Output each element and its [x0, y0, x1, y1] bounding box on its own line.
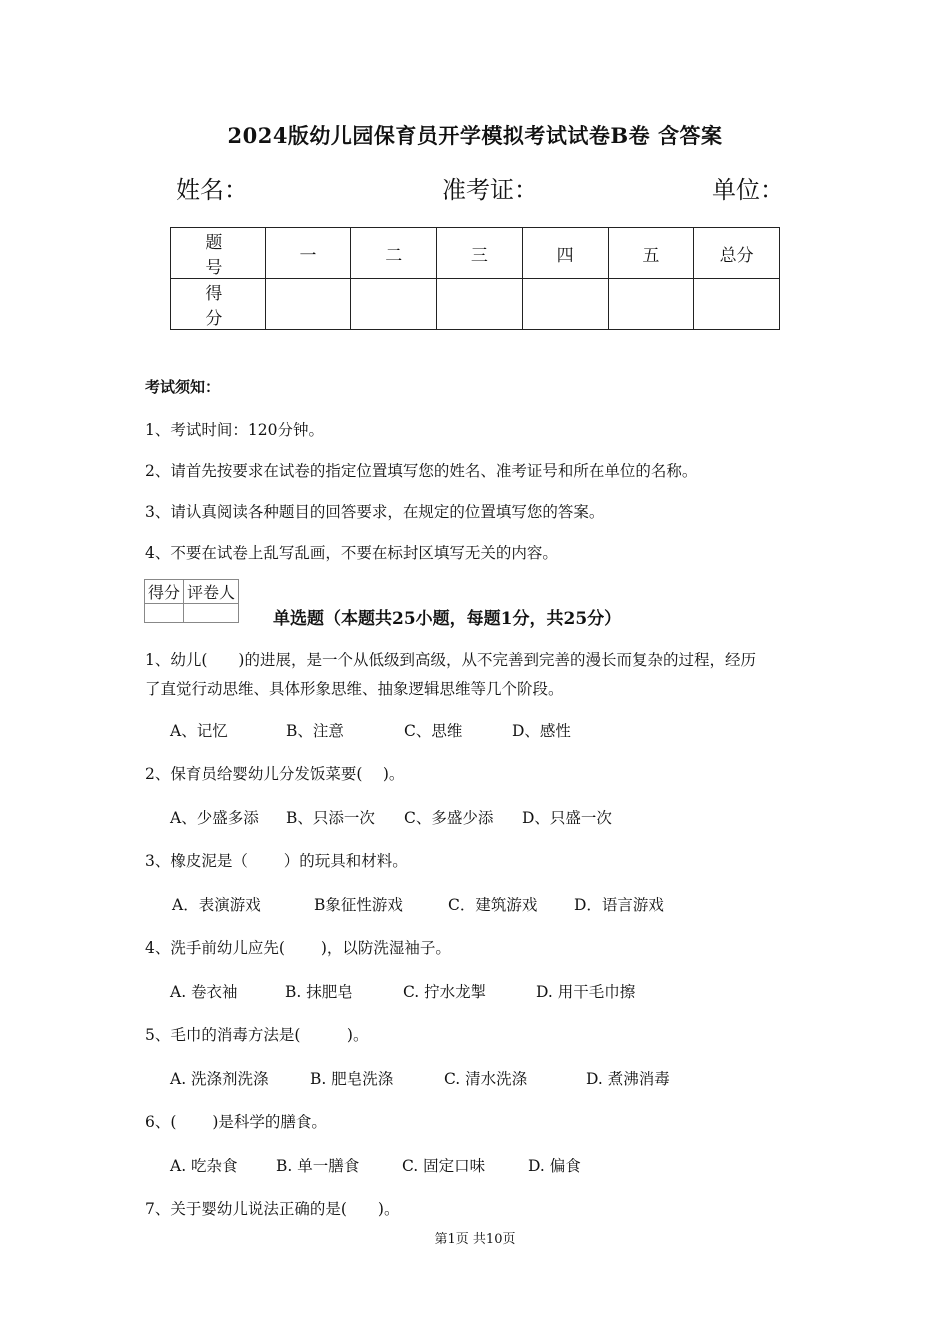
question-options — [170, 1067, 670, 1089]
grader-name-cell[interactable] — [184, 604, 239, 623]
question-stem: 3、橡皮泥是（ ）的玩具和材料。 — [145, 852, 408, 870]
option[interactable]: A．表演游戏 — [172, 896, 261, 914]
question-stem: 1、幼儿( )的进展，是一个从低级到高级，从不完善到完善的漫长而复杂的过程，经历 — [145, 651, 756, 669]
score-table — [170, 227, 780, 330]
option[interactable]: C．建筑游戏 — [448, 896, 538, 914]
section-1-header: 一 — [265, 228, 351, 279]
section-4-header: 四 — [522, 228, 608, 279]
notice-item: 3、请认真阅读各种题目的回答要求，在规定的位置填写您的答案。 — [145, 503, 605, 521]
notice-item: 2、请首先按要求在试卷的指定位置填写您的姓名、准考证号和所在单位的名称。 — [145, 462, 698, 480]
question-stem: 6、( )是科学的膳食。 — [145, 1113, 327, 1131]
score-cell[interactable] — [522, 279, 608, 330]
score-table-score-row — [171, 279, 780, 330]
option[interactable]: C. 拧水龙掣 — [403, 983, 487, 1001]
option[interactable]: C、多盛少添 — [404, 809, 494, 827]
option[interactable]: D. 煮沸消毒 — [586, 1070, 670, 1088]
option[interactable]: A. 卷衣袖 — [170, 983, 238, 1001]
notice-item: 4、不要在试卷上乱写乱画，不要在标封区填写无关的内容。 — [145, 544, 558, 562]
option[interactable]: A. 洗涤剂洗涤 — [170, 1070, 269, 1088]
score-table-header-row — [171, 228, 780, 279]
option[interactable]: D. 偏食 — [528, 1157, 581, 1175]
option[interactable]: C. 固定口味 — [402, 1157, 486, 1175]
score-cell[interactable] — [694, 279, 780, 330]
question-options — [170, 719, 571, 741]
grader-score-cell[interactable] — [145, 604, 184, 623]
option[interactable]: A. 吃杂食 — [170, 1157, 238, 1175]
score-cell[interactable] — [608, 279, 694, 330]
option[interactable]: C、思维 — [404, 722, 463, 740]
score-cell[interactable] — [437, 279, 523, 330]
option[interactable]: A、少盛多添 — [170, 809, 259, 827]
question-stem: 4、洗手前幼儿应先( )，以防洗湿袖子。 — [145, 939, 451, 957]
option[interactable]: A、记忆 — [170, 722, 228, 740]
option[interactable]: D、只盛一次 — [522, 809, 612, 827]
question-stem-continued: 了直觉行动思维、具体形象思维、抽象逻辑思维等几个阶段。 — [145, 680, 564, 698]
section-5-header: 五 — [608, 228, 694, 279]
option[interactable]: C. 清水洗涤 — [444, 1070, 528, 1088]
grader-name-label: 评卷人 — [184, 580, 239, 604]
option[interactable]: B. 肥皂洗涤 — [310, 1070, 394, 1088]
option[interactable]: B. 抹肥皂 — [285, 983, 353, 1001]
option[interactable]: D、感性 — [512, 722, 571, 740]
section-2-header: 二 — [351, 228, 437, 279]
page-title: 2024版幼儿园保育员开学模拟考试试卷B卷 含答案 — [227, 123, 723, 148]
option[interactable]: D．语言游戏 — [574, 896, 664, 914]
notice-item: 1、考试时间：120分钟。 — [145, 421, 324, 439]
option[interactable]: B、注意 — [286, 722, 344, 740]
question-number-label: 题 号 — [171, 228, 266, 279]
section-3-header: 三 — [437, 228, 523, 279]
exam-id-field-label: 准考证： — [442, 176, 538, 204]
score-label: 得 分 — [171, 279, 266, 330]
name-field-label: 姓名： — [176, 176, 248, 204]
question-stem: 7、关于婴幼儿说法正确的是( )。 — [145, 1200, 400, 1218]
question-stem: 2、保育员给婴幼儿分发饭菜要( )。 — [145, 765, 405, 783]
page-footer: 第1页 共10页 — [434, 1232, 516, 1247]
score-cell[interactable] — [351, 279, 437, 330]
question-options — [172, 893, 664, 915]
question-options — [170, 980, 635, 1002]
question-options — [170, 1154, 581, 1176]
notice-heading: 考试须知： — [145, 378, 221, 396]
section-heading: 单选题（本题共25小题，每题1分，共25分） — [273, 609, 622, 629]
question-stem: 5、毛巾的消毒方法是( )。 — [145, 1026, 369, 1044]
option[interactable]: B. 单一膳食 — [276, 1157, 360, 1175]
option[interactable]: D. 用干毛巾擦 — [536, 983, 636, 1001]
option[interactable]: B、只添一次 — [286, 809, 375, 827]
option[interactable]: B象征性游戏 — [314, 896, 403, 914]
total-header: 总分 — [694, 228, 780, 279]
unit-field-label: 单位： — [712, 176, 784, 204]
grader-score-label: 得分 — [145, 580, 184, 604]
score-cell[interactable] — [265, 279, 351, 330]
question-options — [170, 806, 612, 828]
grader-box — [144, 579, 239, 623]
